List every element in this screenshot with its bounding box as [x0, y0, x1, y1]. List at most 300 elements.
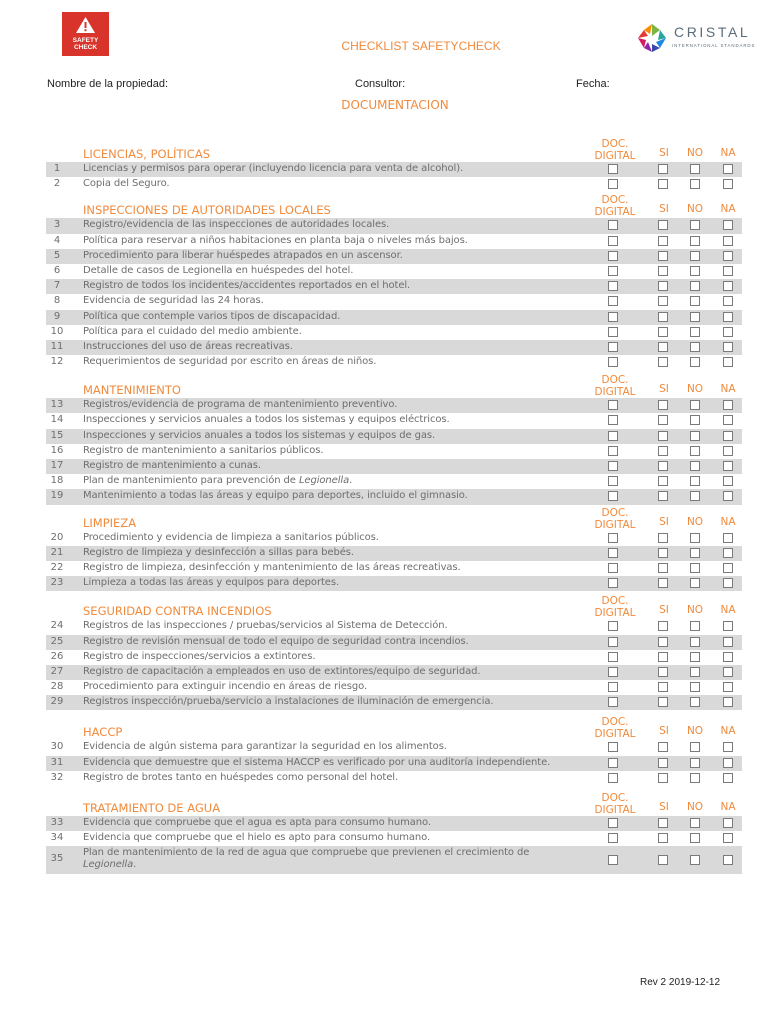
checkbox-na[interactable]	[723, 312, 733, 322]
item-number: 18	[50, 475, 64, 487]
column-header-si: SI	[659, 383, 669, 396]
checkbox-si[interactable]	[658, 164, 668, 174]
column-header-na: NA	[720, 203, 736, 216]
checkbox-no[interactable]	[690, 164, 700, 174]
checkbox-doc-digital[interactable]	[608, 758, 618, 768]
column-header-doc-digital: DOC. DIGITAL	[594, 595, 636, 620]
checkbox-no[interactable]	[690, 621, 700, 631]
checklist-row	[46, 459, 742, 474]
item-number: 31	[50, 756, 64, 768]
item-text-main: Registros de las inspecciones / pruebas/servicios al Sistema de Detección.	[83, 620, 448, 632]
item-number: 28	[50, 681, 64, 693]
item-number: 10	[50, 325, 64, 337]
checkbox-si[interactable]	[658, 833, 668, 843]
checklist-row	[46, 264, 742, 279]
checklist-row	[46, 561, 742, 576]
item-text	[83, 741, 447, 752]
checkbox-no[interactable]	[690, 818, 700, 828]
item-text-main: Registros/evidencia de programa de mantenimiento preventivo.	[83, 399, 398, 411]
checkbox-si[interactable]	[658, 446, 668, 456]
checkbox-no[interactable]	[690, 179, 700, 189]
checkbox-na[interactable]	[723, 476, 733, 486]
checkbox-na[interactable]	[723, 415, 733, 425]
checkbox-na[interactable]	[723, 652, 733, 662]
checkbox-no[interactable]	[690, 446, 700, 456]
checkbox-doc-digital[interactable]	[608, 220, 618, 230]
column-header-doc-digital: DOC. DIGITAL	[594, 792, 636, 816]
item-text	[83, 280, 410, 291]
checkbox-na[interactable]	[723, 637, 733, 647]
item-text-main: Registro de mantenimiento a cunas.	[83, 460, 261, 471]
item-text-main: Procedimiento para extinguir incendio en áreas de riesgo.	[83, 681, 368, 693]
item-number: 20	[50, 531, 64, 543]
checkbox-doc-digital[interactable]	[608, 342, 618, 352]
checklist-row	[46, 846, 742, 874]
item-number: 30	[50, 741, 64, 753]
checkbox-no[interactable]	[690, 476, 700, 486]
item-text-main: Plan de mantenimiento para prevención de	[83, 475, 299, 487]
checklist-row	[46, 650, 742, 665]
item-text	[83, 832, 430, 843]
checkbox-no[interactable]	[690, 578, 700, 588]
column-header-na: NA	[720, 383, 736, 396]
item-text-main: Política para el cuidado del medio ambiente.	[83, 325, 302, 337]
item-number: 29	[50, 696, 64, 708]
checkbox-si[interactable]	[658, 357, 668, 367]
checkbox-si[interactable]	[658, 431, 668, 441]
checkbox-no[interactable]	[690, 833, 700, 843]
checkbox-na[interactable]	[723, 773, 733, 783]
checkbox-si[interactable]	[658, 327, 668, 337]
item-text	[83, 475, 352, 486]
item-number: 7	[53, 280, 61, 292]
item-text-main: Registro de revisión mensual de todo el equipo de seguridad contra incendios.	[83, 635, 469, 647]
checkbox-si[interactable]	[658, 251, 668, 261]
item-text	[83, 326, 302, 337]
checkbox-na[interactable]	[723, 296, 733, 306]
item-number: 34	[50, 832, 64, 844]
checklist-row	[46, 294, 742, 309]
cristal-name: CRISTAL	[674, 24, 751, 40]
item-text	[83, 532, 379, 543]
item-number: 1	[53, 163, 61, 174]
section-title: MANTENIMIENTO	[83, 383, 181, 398]
checkbox-si[interactable]	[658, 179, 668, 189]
item-number: 12	[50, 356, 64, 368]
column-header-no: NO	[686, 203, 704, 216]
checkbox-na[interactable]	[723, 431, 733, 441]
checkbox-no[interactable]	[690, 342, 700, 352]
section-title: INSPECCIONES DE AUTORIDADES LOCALES	[83, 203, 331, 218]
checkbox-si[interactable]	[658, 621, 668, 631]
checkbox-na[interactable]	[723, 818, 733, 828]
checkbox-na[interactable]	[723, 621, 733, 631]
column-header-na: NA	[720, 801, 736, 813]
checkbox-no[interactable]	[690, 563, 700, 573]
item-text-main: Procedimiento para liberar huéspedes atrapados en un ascensor.	[83, 249, 403, 261]
item-text	[83, 295, 264, 306]
checkbox-no[interactable]	[690, 548, 700, 558]
checklist-row	[46, 576, 742, 591]
item-number: 2	[53, 178, 61, 190]
property-name-label: Nombre de la propiedad:	[47, 78, 169, 90]
item-text	[83, 817, 431, 828]
checklist-row	[46, 531, 742, 546]
item-text-main: Detalle de casos de Legionella en huéspedes del hotel.	[83, 264, 354, 276]
checklist-row	[46, 398, 742, 413]
item-text	[83, 651, 315, 662]
checkbox-si[interactable]	[658, 548, 668, 558]
column-header-si: SI	[659, 725, 669, 738]
checkbox-doc-digital[interactable]	[608, 563, 618, 573]
checkbox-si[interactable]	[658, 742, 668, 752]
checkbox-si[interactable]	[658, 476, 668, 486]
checkbox-na[interactable]	[723, 667, 733, 677]
checkbox-doc-digital[interactable]	[608, 548, 618, 558]
date-label: Fecha:	[576, 78, 610, 90]
checkbox-no[interactable]	[690, 533, 700, 543]
revision-footer: Rev 2 2019-12-12	[640, 977, 721, 988]
checkbox-doc-digital[interactable]	[608, 578, 618, 588]
item-number: 22	[50, 561, 64, 573]
checkbox-doc-digital[interactable]	[608, 446, 618, 456]
item-text-main: Registro de inspecciones/servicios a extintores.	[83, 650, 316, 662]
section-title: LIMPIEZA	[83, 515, 137, 530]
checkbox-na[interactable]	[723, 758, 733, 768]
checkbox-no[interactable]	[690, 697, 700, 707]
checkbox-na[interactable]	[723, 327, 733, 337]
checkbox-no[interactable]	[690, 236, 700, 246]
section-header	[46, 370, 742, 398]
item-number: 4	[53, 234, 61, 246]
item-text	[83, 341, 293, 352]
checkbox-doc-digital[interactable]	[608, 637, 618, 647]
checkbox-doc-digital[interactable]	[608, 281, 618, 291]
checkbox-si[interactable]	[658, 296, 668, 306]
item-number: 21	[50, 546, 64, 558]
item-text	[83, 681, 367, 692]
checkbox-si[interactable]	[658, 637, 668, 647]
checkbox-si[interactable]	[658, 563, 668, 573]
checkbox-si[interactable]	[658, 855, 668, 865]
item-text	[83, 219, 389, 230]
cristal-subtitle: INTERNATIONAL STANDARDS	[672, 43, 756, 48]
checklist-row	[46, 218, 742, 233]
checkbox-doc-digital[interactable]	[608, 833, 618, 843]
item-number: 33	[50, 817, 64, 828]
cristal-logo	[636, 22, 756, 56]
section-title: LICENCIAS, POLÍTICAS	[83, 147, 210, 161]
item-text	[83, 235, 468, 246]
item-text-main: Requerimientos de seguridad por escrito en áreas de niños.	[83, 356, 377, 368]
checklist-row	[46, 177, 742, 192]
checkbox-no[interactable]	[690, 327, 700, 337]
checkbox-si[interactable]	[658, 818, 668, 828]
checkbox-na[interactable]	[723, 281, 733, 291]
checkbox-si[interactable]	[658, 697, 668, 707]
checklist-table	[46, 128, 742, 874]
checkbox-si[interactable]	[658, 266, 668, 276]
checkbox-doc-digital[interactable]	[608, 251, 618, 261]
checkbox-doc-digital[interactable]	[608, 491, 618, 501]
checkbox-doc-digital[interactable]	[608, 652, 618, 662]
checklist-row	[46, 355, 742, 370]
item-text-after: .	[349, 475, 353, 487]
checkbox-doc-digital[interactable]	[608, 357, 618, 367]
item-number: 25	[50, 635, 64, 647]
checkbox-no[interactable]	[690, 296, 700, 306]
item-text	[83, 547, 354, 558]
section-title: TRATAMIENTO DE AGUA	[83, 801, 221, 815]
checkbox-na[interactable]	[723, 164, 733, 174]
checkbox-na[interactable]	[723, 220, 733, 230]
safety-logo-text-2: CHECK	[73, 44, 98, 51]
checkbox-na[interactable]	[723, 742, 733, 752]
checkbox-na[interactable]	[723, 491, 733, 501]
item-text	[83, 163, 463, 174]
checklist-row	[46, 680, 742, 695]
item-number: 23	[50, 577, 64, 589]
checkbox-si[interactable]	[658, 682, 668, 692]
checkbox-no[interactable]	[690, 758, 700, 768]
column-header-si: SI	[659, 147, 669, 159]
checkbox-na[interactable]	[723, 446, 733, 456]
checklist-row	[46, 162, 742, 177]
item-number: 9	[53, 310, 61, 322]
checkbox-doc-digital[interactable]	[608, 855, 618, 865]
checklist-row	[46, 635, 742, 650]
checkbox-doc-digital[interactable]	[608, 742, 618, 752]
item-text-italic: Legionella	[298, 475, 350, 487]
consultant-label: Consultor:	[355, 78, 406, 90]
checklist-row	[46, 756, 742, 771]
item-text-main: Registros inspección/prueba/servicio a instalaciones de iluminación de emergencia.	[83, 696, 494, 708]
checkbox-si[interactable]	[658, 461, 668, 471]
column-header-na: NA	[720, 604, 736, 617]
safety-logo-text-1: SAFETY	[72, 37, 99, 44]
checkbox-no[interactable]	[690, 461, 700, 471]
item-number: 15	[50, 429, 64, 441]
item-number: 14	[50, 414, 64, 426]
item-number: 13	[50, 399, 64, 411]
checkbox-na[interactable]	[723, 833, 733, 843]
section-header	[46, 128, 742, 162]
checkbox-si[interactable]	[658, 667, 668, 677]
checkbox-si[interactable]	[658, 281, 668, 291]
checkbox-si[interactable]	[658, 236, 668, 246]
checkbox-na[interactable]	[723, 697, 733, 707]
checkbox-doc-digital[interactable]	[608, 400, 618, 410]
checkbox-doc-digital[interactable]	[608, 164, 618, 174]
checkbox-doc-digital[interactable]	[608, 773, 618, 783]
checkbox-si[interactable]	[658, 758, 668, 768]
item-text-main: Registro de todos los incidentes/accidentes reportados en el hotel.	[83, 280, 411, 292]
item-text-main: Inspecciones y servicios anuales a todos los sistemas y equipos de gas.	[83, 429, 436, 441]
item-number: 5	[53, 249, 61, 261]
item-text	[83, 311, 340, 322]
checkbox-no[interactable]	[690, 251, 700, 261]
checkbox-doc-digital[interactable]	[608, 667, 618, 677]
checkbox-na[interactable]	[723, 400, 733, 410]
checkbox-na[interactable]	[723, 251, 733, 261]
checkbox-doc-digital[interactable]	[608, 533, 618, 543]
item-text	[83, 620, 448, 631]
checkbox-no[interactable]	[690, 431, 700, 441]
checkbox-na[interactable]	[723, 533, 733, 543]
checkbox-no[interactable]	[690, 773, 700, 783]
column-header-na: NA	[720, 515, 736, 528]
item-text	[83, 178, 170, 189]
checkbox-na[interactable]	[723, 357, 733, 367]
checkbox-doc-digital[interactable]	[608, 266, 618, 276]
checkbox-na[interactable]	[723, 855, 733, 865]
checkbox-si[interactable]	[658, 578, 668, 588]
checkbox-doc-digital[interactable]	[608, 621, 618, 631]
item-text	[83, 414, 450, 425]
checkbox-doc-digital[interactable]	[608, 682, 618, 692]
item-number: 6	[53, 264, 61, 276]
item-text-after: .	[133, 859, 137, 871]
item-text	[83, 757, 550, 768]
checkbox-no[interactable]	[690, 312, 700, 322]
warning-triangle-icon	[75, 16, 96, 34]
item-text	[83, 847, 563, 871]
checkbox-no[interactable]	[690, 357, 700, 367]
checkbox-na[interactable]	[723, 682, 733, 692]
checkbox-na[interactable]	[723, 266, 733, 276]
item-text-main: Registro de limpieza y desinfección a sillas para bebés.	[83, 546, 354, 558]
item-text-main: Copia del Seguro.	[83, 178, 170, 190]
column-header-na: NA	[720, 725, 736, 738]
checklist-row	[46, 619, 742, 634]
section-header	[46, 786, 742, 816]
checkbox-na[interactable]	[723, 563, 733, 573]
column-header-si: SI	[659, 203, 669, 216]
item-text	[83, 356, 376, 367]
checkbox-na[interactable]	[723, 342, 733, 352]
checkbox-no[interactable]	[690, 682, 700, 692]
checkbox-no[interactable]	[690, 266, 700, 276]
item-text-main: Registro de brotes tanto en huéspedes como personal del hotel.	[83, 771, 399, 783]
cristal-emblem-icon	[636, 22, 668, 54]
checkbox-doc-digital[interactable]	[608, 327, 618, 337]
checkbox-na[interactable]	[723, 461, 733, 471]
checkbox-doc-digital[interactable]	[608, 415, 618, 425]
column-header-no: NO	[686, 801, 704, 813]
checkbox-doc-digital[interactable]	[608, 236, 618, 246]
checkbox-si[interactable]	[658, 652, 668, 662]
column-header-doc-digital: DOC. DIGITAL	[594, 194, 636, 219]
section-title: HACCP	[83, 725, 123, 740]
item-text-main: Evidencia que compruebe que el agua es apta para consumo humano.	[83, 817, 431, 828]
checkbox-doc-digital[interactable]	[608, 179, 618, 189]
item-number: 35	[50, 853, 64, 865]
checkbox-doc-digital[interactable]	[608, 476, 618, 486]
column-header-doc-digital: DOC. DIGITAL	[594, 716, 636, 741]
item-number: 32	[50, 771, 64, 783]
item-number: 24	[50, 620, 64, 632]
item-text	[83, 562, 461, 573]
item-number: 17	[50, 460, 64, 471]
column-header-no: NO	[686, 147, 704, 159]
column-header-si: SI	[659, 801, 669, 813]
checkbox-no[interactable]	[690, 855, 700, 865]
checklist-row	[46, 816, 742, 831]
item-text-main: Registro de capacitación a empleados en uso de extintores/equipo de seguridad.	[83, 665, 481, 677]
section-header	[46, 710, 742, 740]
item-text-main: Limpieza a todas las áreas y equipos para deportes.	[83, 577, 340, 589]
document-title: CHECKLIST SAFETYCHECK	[341, 39, 501, 53]
documentation-heading: DOCUMENTACION	[341, 98, 449, 112]
checklist-row	[46, 429, 742, 444]
checkbox-no[interactable]	[690, 400, 700, 410]
item-text	[83, 430, 435, 441]
item-text-main: Registro de mantenimiento a sanitarios públicos.	[83, 444, 324, 456]
checkbox-na[interactable]	[723, 578, 733, 588]
checkbox-si[interactable]	[658, 533, 668, 543]
checkbox-doc-digital[interactable]	[608, 697, 618, 707]
checkbox-no[interactable]	[690, 220, 700, 230]
item-text-main: Política que contemple varios tipos de discapacidad.	[83, 310, 341, 322]
column-header-si: SI	[659, 515, 669, 528]
item-number: 19	[50, 490, 64, 502]
item-text-main: Inspecciones y servicios anuales a todos los sistemas y equipos eléctricos.	[83, 414, 450, 426]
checkbox-no[interactable]	[690, 667, 700, 677]
checkbox-no[interactable]	[690, 637, 700, 647]
item-text	[83, 636, 469, 647]
checkbox-doc-digital[interactable]	[608, 431, 618, 441]
checkbox-na[interactable]	[723, 179, 733, 189]
item-text	[83, 265, 353, 276]
column-header-no: NO	[686, 515, 704, 528]
column-header-no: NO	[686, 383, 704, 396]
column-header-doc-digital: DOC. DIGITAL	[594, 374, 636, 399]
checkbox-si[interactable]	[658, 220, 668, 230]
item-text	[83, 490, 468, 501]
checkbox-si[interactable]	[658, 312, 668, 322]
checkbox-si[interactable]	[658, 415, 668, 425]
checkbox-doc-digital[interactable]	[608, 312, 618, 322]
checklist-row	[46, 831, 742, 846]
checkbox-na[interactable]	[723, 236, 733, 246]
column-header-doc-digital: DOC. DIGITAL	[594, 506, 636, 531]
checkbox-no[interactable]	[690, 281, 700, 291]
checkbox-si[interactable]	[658, 491, 668, 501]
section-header	[46, 505, 742, 531]
item-text-main: Evidencia que compruebe que el hielo es apto para consumo humano.	[83, 832, 431, 844]
column-header-na: NA	[720, 147, 736, 159]
checkbox-doc-digital[interactable]	[608, 461, 618, 471]
checkbox-doc-digital[interactable]	[608, 818, 618, 828]
checklist-row	[46, 279, 742, 294]
checkbox-no[interactable]	[690, 491, 700, 501]
checklist-row	[46, 695, 742, 710]
checkbox-si[interactable]	[658, 400, 668, 410]
checkbox-na[interactable]	[723, 548, 733, 558]
item-text-main: Política para reservar a niños habitaciones en planta baja o niveles más bajos.	[83, 234, 468, 246]
checkbox-no[interactable]	[690, 652, 700, 662]
checkbox-doc-digital[interactable]	[608, 296, 618, 306]
item-text	[83, 445, 323, 456]
checklist-row	[46, 413, 742, 428]
item-text-main: Plan de mantenimiento de la red de agua que compruebe que previenen el crecimiento de	[83, 847, 530, 859]
checkbox-no[interactable]	[690, 415, 700, 425]
checkbox-si[interactable]	[658, 773, 668, 783]
column-header-no: NO	[686, 604, 704, 617]
checklist-row	[46, 489, 742, 504]
checkbox-no[interactable]	[690, 742, 700, 752]
checkbox-si[interactable]	[658, 342, 668, 352]
